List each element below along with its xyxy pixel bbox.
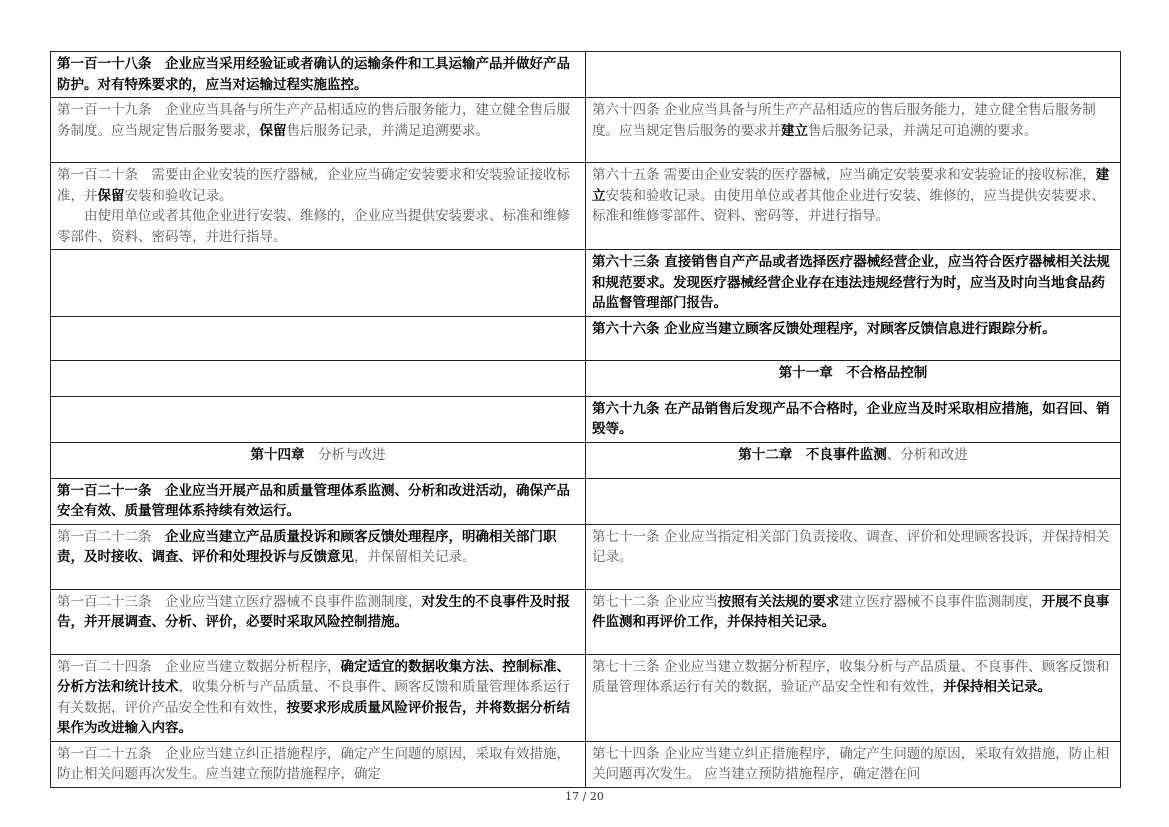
clause-text: 安装和验收记录。由使用单位或者其他企业进行安装、维修的，应当提供安装要求、标准和维修零部件、资料、密码等，并进行指导。 xyxy=(592,187,1105,224)
right-cell-empty xyxy=(586,52,1121,98)
clause-text: 售后服务记录，并满足追溯要求。 xyxy=(286,122,489,139)
chapter-title: 分析与改进 xyxy=(318,446,386,463)
chapter-title-rest: 、分析和改进 xyxy=(886,446,968,463)
emphasis-text: 企业应当建立产品质量投诉和顾客反馈处理程序，明确相关部门职责，及时接收、调查、评价和处理投诉与反馈意见 xyxy=(57,528,557,565)
emphasis-text: 按要求形成质量风险评价报告，并将数据分析结果作为改进输入内容。 xyxy=(57,699,570,736)
clause-text: 第六十三条 直接销售自产产品或者选择医疗器械经营企业，应当符合医疗器械相关法规和规范要求。发现医疗器械经营企业存在违法违规经营行为时，应当及时向当地食品药品监督管理部门报告。 xyxy=(592,254,1110,311)
left-cell xyxy=(51,52,586,98)
left-cell xyxy=(51,741,586,787)
chapter-number: 第十一章 xyxy=(778,364,833,381)
table-row xyxy=(51,250,1121,317)
chapter-row xyxy=(51,442,1121,478)
clause-text: 第一百二十二条 xyxy=(57,528,165,545)
chapter-number: 第十四章 xyxy=(250,446,305,463)
clause-paragraph: 由使用单位或者其他企业进行安装、维修的，企业应当提供安装要求、标准和维修零部件、资料、密码等，并进行指导。 xyxy=(57,208,570,245)
chapter-title: 不合格品控制 xyxy=(846,364,928,381)
clause-text: 第一百二十三条 企业应当建立医疗器械不良事件监测制度， xyxy=(57,593,422,610)
table-row xyxy=(51,589,1121,654)
emphasis-text: 并保持相关记录。 xyxy=(943,679,1051,695)
left-cell xyxy=(51,478,586,524)
clause-text: 第七十三条 企业应当建立数据分析程序，收集分析与产品质量、不良事件、顾客反馈和质量管理体系运行有关的数据，验证产品安全性和有效性， xyxy=(592,658,1110,695)
left-cell-empty xyxy=(51,360,586,396)
chapter-heading xyxy=(51,442,586,478)
clause-text: 第六十五条 需要由企业安装的医疗器械，应当确定安装要求和安装验证的接收标准， xyxy=(592,167,1096,183)
chapter-title: 不良事件监测 xyxy=(805,446,887,463)
chapter-heading xyxy=(586,442,1121,478)
right-cell xyxy=(586,316,1121,360)
chapter-heading xyxy=(586,360,1121,396)
right-cell-empty xyxy=(586,478,1121,524)
comparison-table-body xyxy=(51,52,1121,788)
clause-text: 第一百二十四条 企业应当建立数据分析程序， xyxy=(57,658,341,675)
table-row xyxy=(51,98,1121,163)
clause-text: 建立医疗器械不良事件监测制度， xyxy=(839,593,1042,610)
emphasis-text: 建立 xyxy=(592,167,1110,204)
table-row xyxy=(51,396,1121,442)
page-number: 17 / 20 xyxy=(565,790,604,803)
clause-text: 安装和验收记录。 xyxy=(124,187,233,204)
emphasis-text: 按照有关法规的要求 xyxy=(717,593,840,610)
clause-text: 第七十四条 企业应当建立纠正措施程序，确定产生问题的原因，采取有效措施，防止相关问题再次发生。 应当建立预防措施程序，确定潜在问 xyxy=(592,745,1110,782)
table-row xyxy=(51,741,1121,787)
right-cell xyxy=(586,163,1121,250)
clause-text: 第一百二十一条 企业应当开展产品和质量管理体系监测、分析和改进活动，确保产品安全有效、质量管理体系持续有效运行。 xyxy=(57,482,570,519)
clause-text: 第一百二十五条 企业应当建立纠正措施程序，确定产生问题的原因，采取有效措施，防止相关问题再次发生。应当建立预防措施程序，确定 xyxy=(57,745,570,782)
right-cell xyxy=(586,98,1121,163)
clause-text: ，并保留相关记录。 xyxy=(354,549,476,565)
chapter-number: 第十二章 xyxy=(738,446,793,463)
table-row xyxy=(51,524,1121,589)
left-cell-empty xyxy=(51,396,586,442)
table-row xyxy=(51,478,1121,524)
left-cell-empty xyxy=(51,316,586,360)
clause-text: 售后服务记录，并满足可追溯的要求。 xyxy=(808,122,1038,139)
emphasis-text: 开展不良事件监测和再评价工作，并保持相关记录。 xyxy=(592,593,1110,630)
emphasis-text: 建立 xyxy=(781,122,808,139)
left-cell xyxy=(51,524,586,589)
emphasis-text: 保留 xyxy=(97,187,125,204)
chapter-row xyxy=(51,360,1121,396)
left-cell-empty xyxy=(51,250,586,317)
left-cell xyxy=(51,98,586,163)
left-cell xyxy=(51,163,586,250)
table-row xyxy=(51,316,1121,360)
clause-text: 第六十四条 企业应当具备与所生产产品相适应的售后服务能力，建立健全售后服务制度。应当规定售后服务的要求并 xyxy=(592,102,1096,139)
right-cell xyxy=(586,741,1121,787)
clause-text: 第一百一十九条 企业应当具备与所生产产品相适应的售后服务能力，建立健全售后服务制度。应当规定售后服务要求， xyxy=(57,102,570,139)
right-cell xyxy=(586,654,1121,741)
clause-text: 第一百一十八条 企业应当采用经验证或者确认的运输条件和工具运输产品并做好产品防护。对有特殊要求的，应当对运输过程实施监控。 xyxy=(57,56,570,93)
clause-text: ，收集分析与产品质量、不良事件、顾客反馈和质量管理体系运行有关数据，评价产品安全性和有效性， xyxy=(57,679,570,716)
clause-text: 第七十一条 企业应当指定相关部门负责接收、调查、评价和处理顾客投诉，并保持相关记录。 xyxy=(592,528,1110,565)
clause-text: 第六十九条 在产品销售后发现产品不合格时，企业应当及时采取相应措施，如召回、销毁等。 xyxy=(592,400,1110,437)
clause-text: 第六十六条 企业应当建立顾客反馈处理程序，对顾客反馈信息进行跟踪分析。 xyxy=(592,320,1056,337)
clause-text: 第七十二条 企业应当 xyxy=(592,593,718,610)
right-cell xyxy=(586,589,1121,654)
table-row xyxy=(51,654,1121,741)
emphasis-text: 确定适宜的数据收集方法、控制标准、分析方法和统计技术 xyxy=(57,658,570,695)
right-cell xyxy=(586,250,1121,317)
emphasis-text: 对发生的不良事件及时报告，并开展调查、分析、评价，必要时采取风险控制措施。 xyxy=(57,593,570,630)
left-cell xyxy=(51,654,586,741)
table-row xyxy=(51,163,1121,250)
emphasis-text: 保留 xyxy=(259,122,287,139)
right-cell xyxy=(586,396,1121,442)
clause-text: 第一百二十条 需要由企业安装的医疗器械，企业应当确定安装要求和安装验证接收标准，并 xyxy=(57,167,570,204)
right-cell xyxy=(586,524,1121,589)
table-row xyxy=(51,52,1121,98)
comparison-table xyxy=(50,51,1121,788)
left-cell xyxy=(51,589,586,654)
